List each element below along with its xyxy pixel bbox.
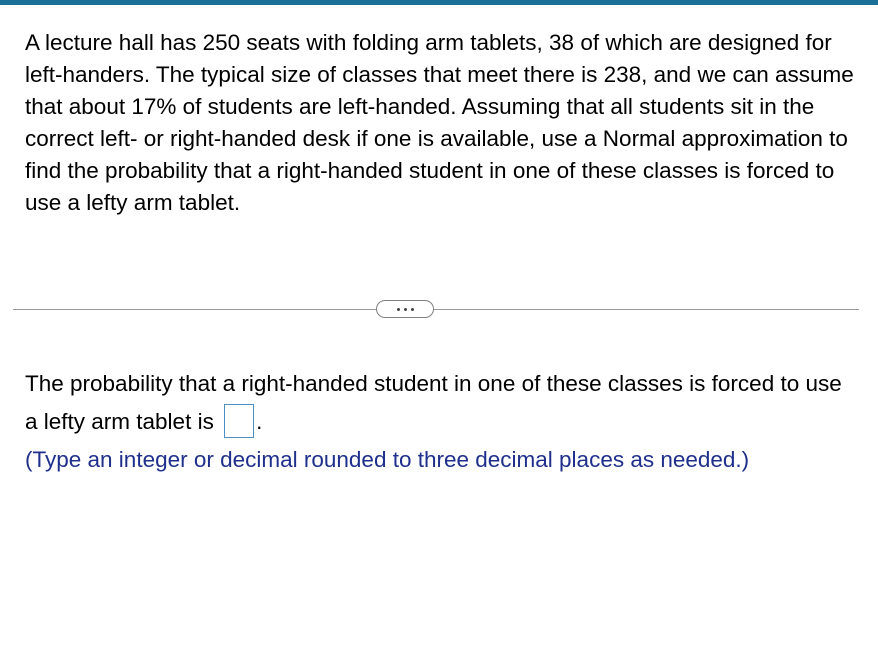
- ellipsis-icon: [397, 308, 414, 311]
- answer-prefix: The probability that a right-handed student in one of these classes is forced to use a lefty arm tablet is: [25, 371, 842, 434]
- section-divider: [13, 309, 859, 310]
- answer-statement: [25, 365, 855, 441]
- top-accent-bar: [0, 0, 878, 5]
- show-more-button[interactable]: [376, 300, 434, 318]
- answer-suffix: .: [256, 409, 263, 434]
- answer-input[interactable]: [224, 404, 254, 438]
- question-text: A lecture hall has 250 seats with folding arm tablets, 38 of which are designed for left-handers. The typical size of classes that meet there is 238, and we can assume that about 17% of students are left-handed. Assuming that all students sit in the correct left- or right-handed desk if one is available, use a Normal approximation to find the probability that a right-handed student in one of these classes is forced to use a lefty arm tablet.: [25, 30, 854, 215]
- answer-format-hint: (Type an integer or decimal rounded to three decimal places as needed.): [25, 447, 750, 472]
